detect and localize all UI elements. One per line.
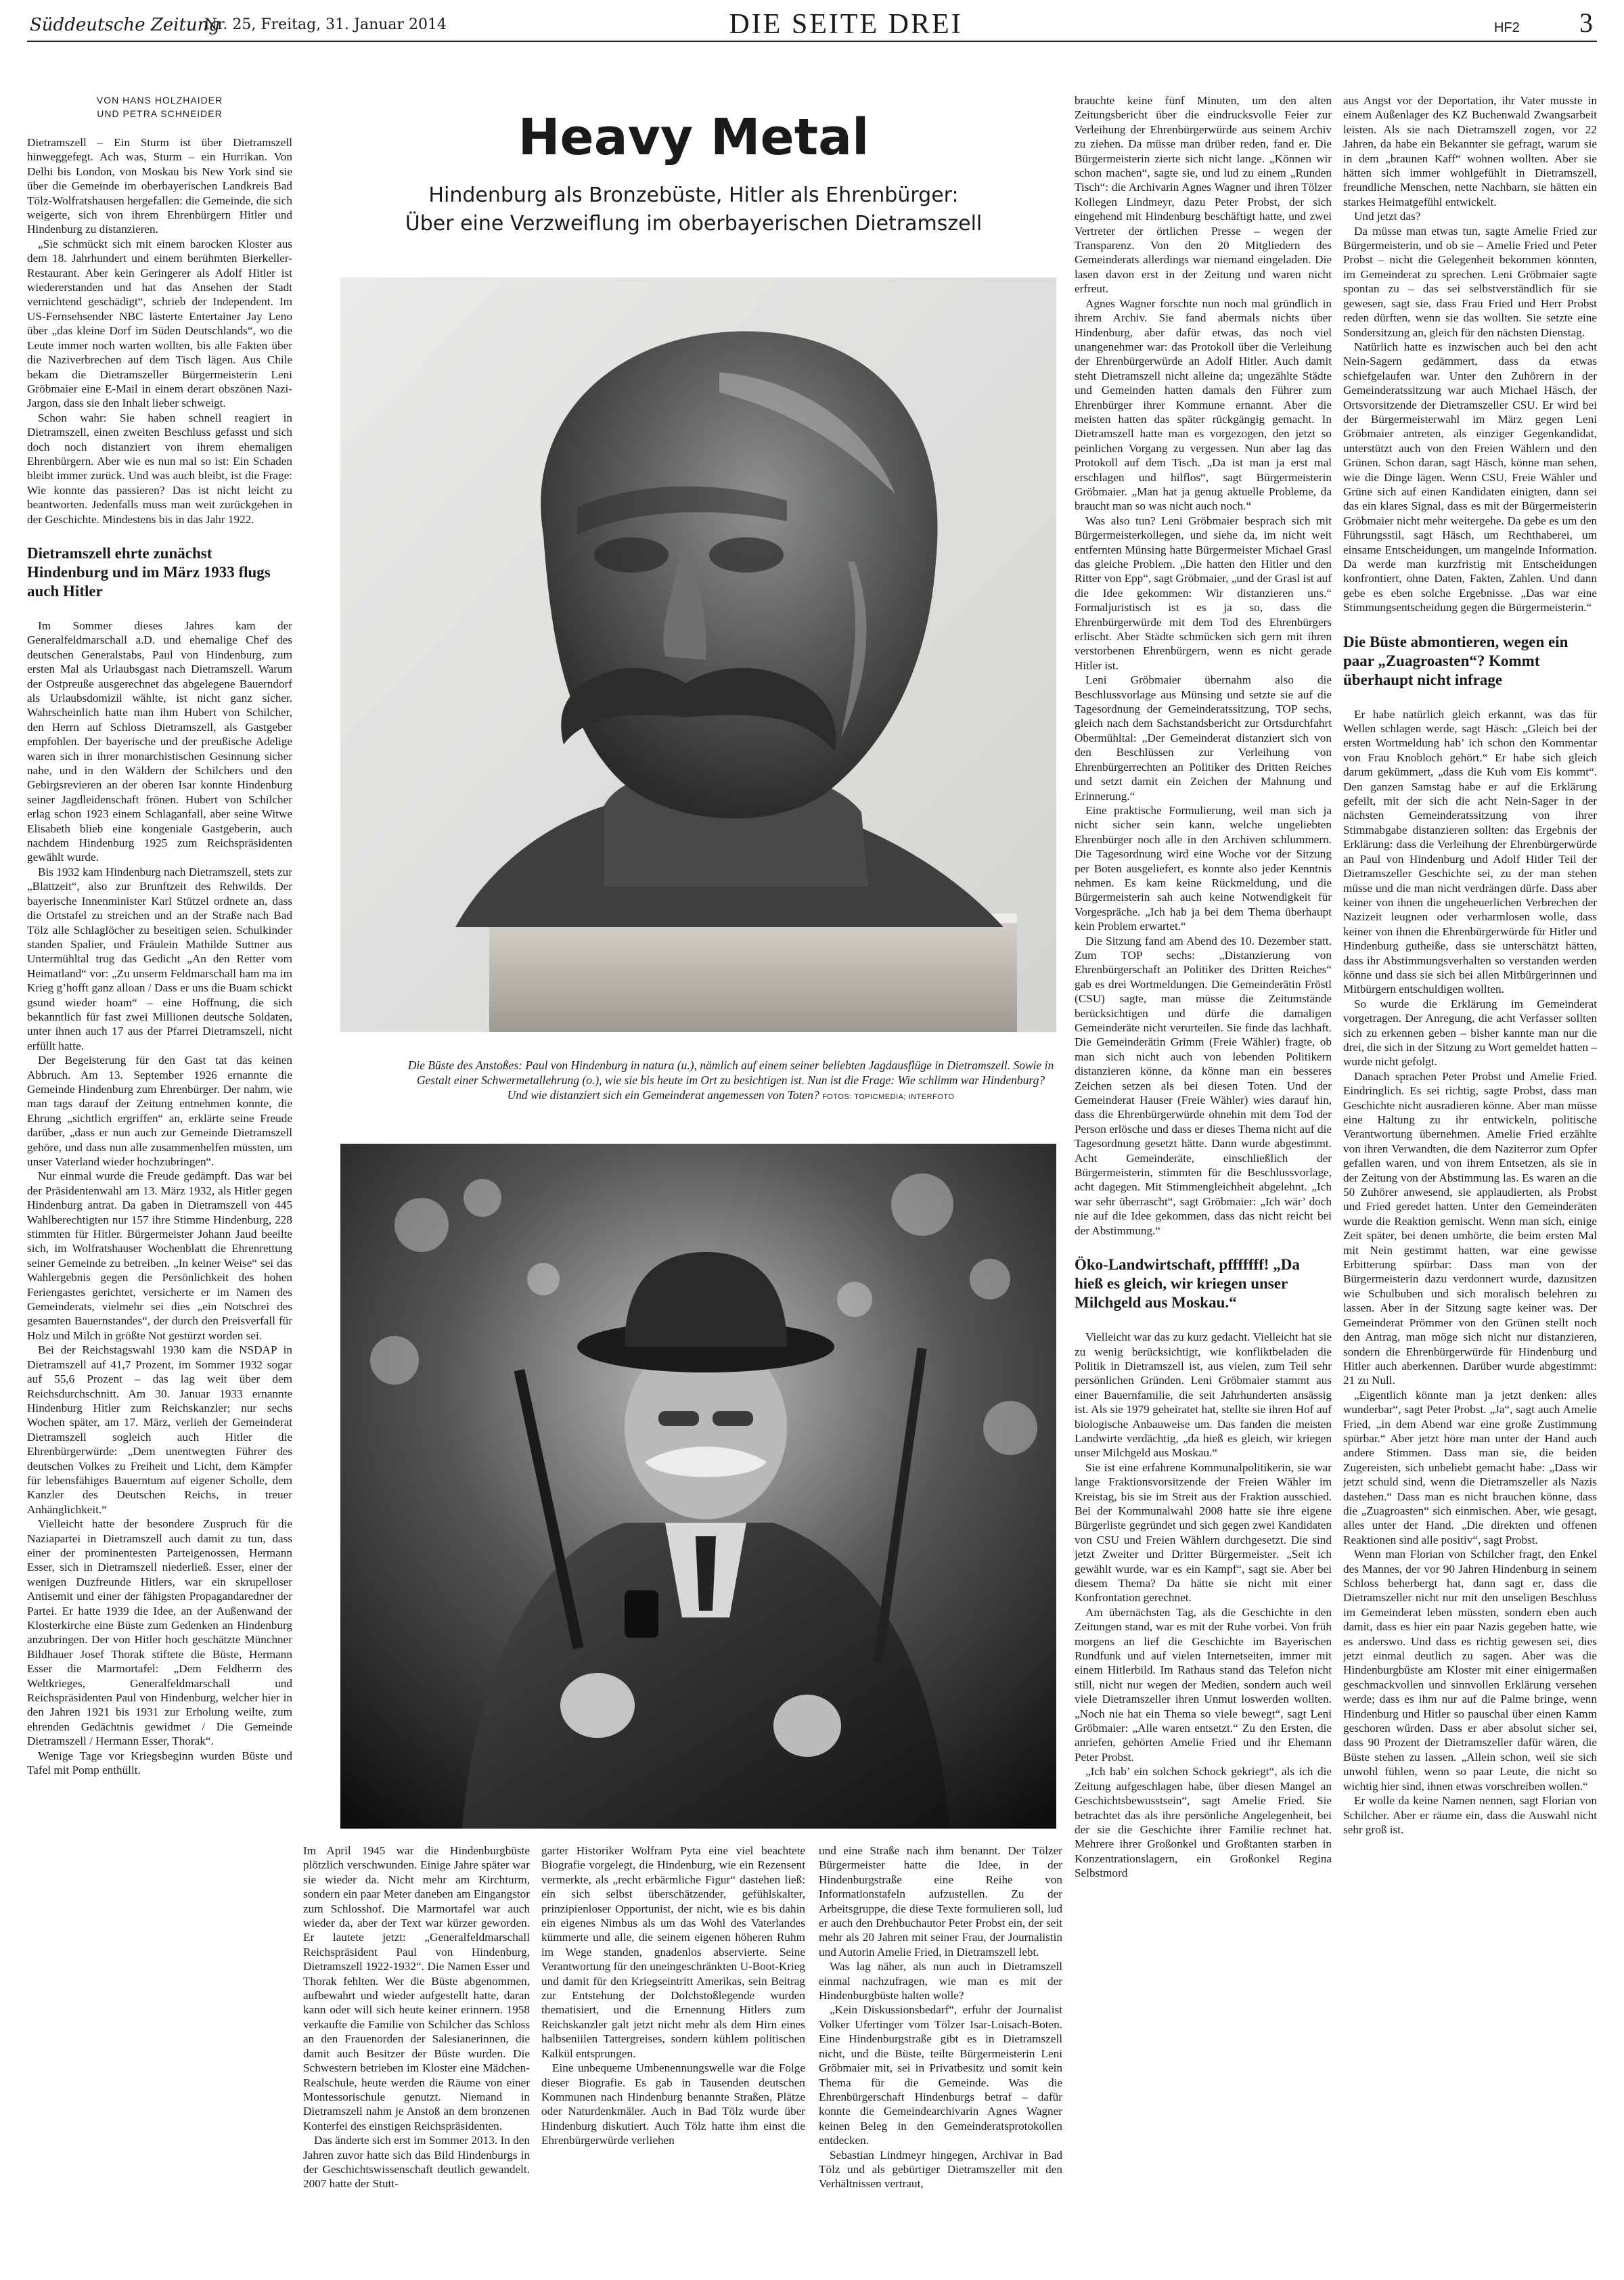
headline: Heavy Metal (518, 108, 870, 166)
paragraph: garter Historiker Wolfram Pyta eine viel beachtete Biografie vorgelegt, die Hindenburg, wie ein Rezensent vermerkte, als „recht erbärmliche Figur“ dastehen ließ: ein sich selbst überschätzender, gefühlskalter, prinzipienloser Opportunist, der nicht, wie es bis dahin ein eigenes Nimbus als um das Wohl des Vaterlandes kümmerte und alle, die seinem eigenen höheren Ruhm im Wege standen, gnadenlos abservierte. Seine Verantwortung für den uneingeschränkten U-Boot-Krieg und damit für den Kriegseintritt Amerikas, sein Beitrag zur Entstehung der Dolchstoßlegende wurden thematisiert, und die Ernennung Hitlers zum Reichskanzler galt jetzt nicht mehr als dem Hirn eines halbseniilen Tattergreises, sondern kühlem politischen Kalkül entsprungen. (541, 1844, 805, 2060)
paragraph: Was lag näher, als nun auch in Dietramszell einmal nachzufragen, wie man es mit der Hindenburgbüste halten wolle? (819, 1960, 1062, 2003)
paragraph: Und jetzt das? (1354, 210, 1421, 223)
subheadline-line: Hindenburg als Bronzebüste, Hitler als Ehrenbürger: (428, 183, 959, 207)
section-title: DIE SEITE DREI (729, 9, 963, 40)
issue-info: Nr. 25, Freitag, 31. Januar 2014 (204, 16, 447, 33)
page-number: 3 (1579, 7, 1593, 38)
paragraph: Agnes Wagner forschte nun noch mal gründlich in ihrem Archiv. Sie fand abermals nichts über Hindenburg, aber dafür etwas, das noch viel unangenehmer war: das Protokoll über die Verleihung der Ehrenbürgerwürde an Adolf Hitler. Auch damit steht Dietramszell nicht alleine da; ungezählte Städte und Gemeinden hatten damals den Führer zum Ehrenbürger ihrer Kommune ernannt. Aber die meisten hatten das später rückgängig gemacht. In Dietramszell hatte man es vorgezogen, den jetzt so peinlichen Vorgang zu vergessen. Nun aber lag das Protokoll auf dem Tisch. „Da ist man ja erst mal erschlagen und hilflos“, sagt Bürgermeisterin Gröbmaier. „Man hat ja genug aktuelle Probleme, da braucht man so was nicht auch noch.“ (1075, 296, 1332, 513)
byline (27, 93, 292, 120)
hunting-image (340, 1144, 1056, 1829)
paragraph: und eine Straße nach ihm benannt. Der Tölzer Bürgermeister hatte die Idee, in der Hindenburgstraße eine Reihe von Informationstafeln aufzustellen. Zu der Arbeitsgruppe, die diese Texte formulieren soll, lud er auch den Drehbuchautor Peter Probst ein, der seit mehr als 20 Jahren mit seiner Frau, der Journalistin und Autorin Amelie Fried, in Dietramszell lebt. (819, 1844, 1062, 1959)
paragraph: brauchte keine fünf Minuten, um den alten Zeitungsbericht über die eindrucksvolle Feier zur Verleihung der Ehrenbürgerwürde aus seinem Archiv zu ziehen. Da müsse man drüber reden, fand er. Die Bürgermeisterin zierte sich nicht lange. „Können wir schon machen“, sagte sie, und lud zu einem „Runden Tisch“: die Archivarin Agnes Wagner und ihren Tölzer Kollegen Lindmeyr, dazu Peter Probst, der sich eingehend mit Hindenburg beschäftigt hatte, und zwei Vertreter der örtlichen Presse – wegen der Transparenz. Von den 20 Mitgliedern des Gemeinderats allerdings war niemand eingeladen. Die lasen davon erst in der Zeitung und waren nicht erfreut. (1075, 94, 1332, 296)
caption-text: Die Büste des Anstoßes: Paul von Hindenburg in natura (u.), nämlich auf einem seiner beliebten Jagdausflüge in Dietramszell. Sowie in Gestalt einer Schwermetallehrung (o.), wie sie bis heute im Ort zu besichtigen ist. Nun ist die Frage: Wie schlimm war Hindenburg? Und wie distanziert sich ein Gemeinderat angemessen von Toten? (407, 1058, 1054, 1102)
article-column-4 (819, 1843, 1062, 2273)
byline-author: VON HANS HOLZHAIDER (96, 95, 223, 106)
paragraph: Wenn man Florian von Schilcher fragt, den Enkel des Mannes, der vor 90 Jahren Hindenburg in seinem Schloss beherbergt hat, dann sagt er, dass die Dietramszeller nicht nur mit den unseligen Beschluss im Gemeinderat leben müssten, sondern eben auch damit, dass es hier ein paar Nazis gegeben hatte, wie es anderswo. Und dass es richtig gewesen sei, dies jetzt einmal deutlich zu sagen. Aber was die Hindenburgbüste am Kloster mit einer einigermaßen geschmackvollen und sinnvollen Erklärung versehen werde; dass es ihm nur auf die Palme bringe, wenn Hindenburg und Hitler so pauschal über einen Kamm geschoren würden. Dass er aber absolut sicher sei, dass 90 Prozent der Dietramszeller dafür wären, die Büste stehen zu lassen. „Allein schon, weil sie sich unwohl fühlen, wenn so paar Leute, die nicht so wichtig hier sind, ihnen etwas vorschreiben wollen.“ (1343, 1548, 1597, 1793)
photo-caption (406, 1058, 1056, 1104)
paragraph: Bis 1932 kam Hindenburg nach Dietramszell, stets zur „Blattzeit“, also zur Brunftzeit des Rehwilds. Der bayerische Innenminister Karl Stützel ordnete an, dass die Ortstafel zu streichen und an der Straße nach Bad Tölz alle Schlaglöcher zu beseitigen seien. Schulkinder standen Spalier, und Fräulein Mathilde Suttner aus Untermühltal trug das Gedicht „An den Retter vom Heimatland“ vor: „Zu unserm Feldmarschall ham ma im Krieg g’hofft ganz alloan / Dass er uns die Buam schickt gsund wieder hoam“ – eine Hoffnung, die sich bekanntlich für fast zwei Millionen deutsche Soldaten, unter ihnen auch 17 aus der Pfarrei Dietramszell, nicht erfüllt hatte. (27, 865, 292, 1052)
newspaper-logo: Süddeutsche Zeitung (30, 15, 221, 35)
paragraph: Bei der Reichstagswahl 1930 kam die NSDAP in Dietramszell auf 41,7 Prozent, im Sommer 1932 sogar auf 55,6 Prozent – das lag weit über dem Reichsdurchschnitt. Am 30. Januar 1933 ernannte Hindenburg Hitler zum Reichskanzler; nur sechs Wochen später, am 17. März, verlieh der Gemeinderat Dietramszell sogleich auch Hitler die Ehrenbürgerwürde: „Dem unentwegten Führer des deutschen Volkes zu Freiheit und Licht, dem Kämpfer für lebensfähiges Bauerntum auf eigener Scholle, dem Kanzler des Deutschen Reichs, in treuer Anhänglichkeit.“ (27, 1343, 292, 1516)
paragraph: Eine unbequeme Umbenennungswelle war die Folge dieser Biografie. Es gab in Tausenden deutschen Kommunen nach Hindenburg benannte Straßen, Plätze oder Naturdenkmäler. Auch in Bad Tölz wurde über Hindenburg diskutiert. Auch Tölz hatte ihm einst die Ehrenbürgerwürde verliehen (541, 2061, 805, 2147)
photo-credit: FOTOS: TOPICMEDIA; INTERFOTO (822, 1093, 955, 1101)
paragraph: Der Begeisterung für den Gast tat das keinen Abbruch. Am 13. September 1926 ernannte die Gemeinde Hindenburg zum Ehrenbürger. Der nahm, wie man tags darauf der Zeitung entnehmen konnte, die Ehrung „sichtlich ergriffen“ an, erklärte seine Freude darüber, „dass er nun auch zur Gemeinde Dietramszell gehöre, und dass nun alle zusammenhelfen müssten, um unser Vaterland wieder hochzubringen“. (27, 1054, 292, 1168)
byline-author: UND PETRA SCHNEIDER (97, 108, 223, 119)
article-column-3 (541, 1843, 805, 2273)
paragraph: Was also tun? Leni Gröbmaier besprach sich mit Bürgermeisterkollegen, und siehe da, im nicht weit entfernten Münsing hatte Bürgermeister Michael Grasl das gleiche Problem. „Die hatten den Hitler und den Ritter von Epp“, sagt Gröbmaier, „und der Grasl ist auf die Idee gekommen: Wir distanzieren uns.“ Formaljuristisch ist es ja so, dass die Ehrenbürgerwürde mit dem Tod des Ehrenbürgers erlischt. Aber Städte schmücken sich gern mit ihren verstorbenen Ehrenbürgern, wenn es nicht gerade Hitler ist. (1075, 514, 1332, 672)
edition-code: HF2 (1494, 20, 1520, 35)
paragraph: Leni Gröbmaier übernahm also die Beschlussvorlage aus Münsing und setzte sie auf die Tagesordnung der Gemeinderatssitzung, TOP sechs, gleich nach dem Sachstandsbericht zur Ortsdurchfahrt Obermühltal: „Der Gemeinderat distanziert sich von den Beschlüssen zur Verleihung von Ehrenbürgerrechten an Politiker des Dritten Reiches und setzt damit ein Zeichen der Mahnung und Erinnerung.“ (1075, 673, 1332, 803)
paragraph: „Ich hab’ ein solchen Schock gekriegt“, als ich die Zeitung aufgeschlagen habe, über diesen Mangel an Geschichtsbewusstsein“, sagt Amelie Fried. Sie betrachtet das als ihre persönliche Angelegenheit, bei der sie die Geschichte ihrer Familie rechnet hat. Mehrere ihrer Großonkel und Großtanten starben in Konzentrationslagern, ein Großonkel Regina Selbstmord (1075, 1765, 1332, 1880)
subheading: Die Büste abmontieren, wegen ein paar „Zuagroasten“? Kommt überhaupt nicht infrage (1343, 633, 1569, 688)
paragraph: aus Angst vor der Deportation, ihr Vater musste in einem Außenlager des KZ Buchenwald Zwangsarbeit leisten. Als sie nach Dietramszell zogen, vor 22 Jahren, da habe ein Bekannter sie gefragt, warum sie in dem „braunen Kaff“ wohnen wollten. Aber sie hätten sich immer wohlgefühlt in Dietramszell, freundliche Menschen, nette Nachbarn, sie hätten ein starkes Heimatgefühl entwickelt. (1343, 94, 1597, 208)
paragraph: Am übernächsten Tag, als die Geschichte in den Zeitungen stand, war es mit der Ruhe vorbei. Von früh morgens an lief die Geschichte im Bayerischen Rundfunk und auf vielen Internetseiten, immer mit einem Hitlerbild. Im Rathaus stand das Telefon nicht still, nicht nur wegen der Medien, sondern auch weil viele Dietramszeller ihren Unmut loswerden wollten. „Noch nie hat ein Thema so viele bewegt“, sagt Leni Gröbmaier: „Alle waren entsetzt.“ Zu den Ersten, die anriefen, gehörten Amelie Fried und ihr Ehemann Peter Probst. (1075, 1605, 1332, 1764)
paragraph: Natürlich hatte es inzwischen auch bei den acht Nein-Sagern gedämmert, dass da etwas schiefgelaufen war. Unter den Zuhörern in der Gemeinderatssitzung war auch Michael Häsch, der Ortsvorsitzende der Dietramszeller CSU. Er wird bei der Bürgermeisterwahl im März gegen Leni Gröbmaier antreten, als einziger Gegenkandidat, unterstützt auch von den Freien Wählern und den Grünen. Schon daran, sagt Häsch, könne man sehen, wie die Dinge lägen. Wenn CSU, Freie Wähler und Grüne sich auf einen Kandidaten einigten, dann sei das ein klares Signal, dass es mit der Bürgermeisterin Gröbmaier nicht mehr weitergehe. Da gebe es um den Führungsstil, sagt Häsch, um Rechthaberei, um einsame Entscheidungen, um mangelnde Information. Da werde man kurzfristig mit Entscheidungen konfrontiert, ohne Daten, Fakten, Zahlen. Und dann gebe es eben solche Ergebnisse. „Das war eine Stimmungsentscheidung gegen die Bürgermeisterin.“ (1343, 340, 1597, 614)
article-column-2 (303, 1843, 530, 2273)
photo-bronze-bust (340, 277, 1056, 1032)
paragraph: So wurde die Erklärung im Gemeinderat vorgetragen. Der Anregung, die acht Verfasser sollten sich zu erkennen geben – bisher kannte man nur die drei, die sich in der Sitzung zu Wort gemeldet hatten – wurde nicht gefolgt. (1343, 997, 1597, 1069)
paragraph: Er habe natürlich gleich erkannt, was das für Wellen schlagen werde, sagt Häsch: „Gleich bei der ersten Wortmeldung hab’ ich schon den Kommentar von Frau Knobloch gehört.“ Er habe sich gleich darum gekümmert, „dass die Kuh vom Eis kommt“. Den ganzen Samstag habe er auf die Erklärung gefeilt, mit der sich die acht Nein-Sager in der nächsten Gemeinderatssitzung von ihrer Stimmabgabe distanzieren sollten: das Ergebnis der Erklärung: dass die Verleihung der Ehrenbürgerwürde an Paul von Hindenburg und Adolf Hitler Teil der Dietramszeller Geschichte sei, zu der man stehen müsse und die man nicht verdrängen dürfe. Dass aber keiner von ihnen die ungeheuerlichen Verbrechen der Nazizeit leugnen oder verharmlosen wolle, dass keiner von ihnen die Ehrenbürgerwürde für Hitler und Hindenburg gutheiße, dass sie unterschätzt hätten, dass ihr Abstimmungsverhalten so verstanden werden könne und dass sie sich bei allen Mitbürgerinnen und Mitbürgern entschuldigen wollten. (1343, 707, 1597, 996)
paragraph: „Eigentlich könnte man ja jetzt denken: alles wunderbar“, sagt Peter Probst. „Ja“, sagt auch Amelie Fried, „in dem Abend war eine große Zustimmung spürbar.“ Aber jetzt höre man unter der Hand auch andere Stimmen. Dass man sie, die beiden Zugereisten, sich unbeliebt gemacht habe: „Dass wir jetzt schuld sind, wenn die Dietramszeller als Nazis dastehen.“ Dass man es nicht brauchen könne, dass die „Zuagroasten“ sich einmischen. Aber, wie gesagt, alles unter der Hand. „Die direkten und offenen Reaktionen sind alle positiv“, sagt Probst. (1343, 1388, 1597, 1546)
masthead (27, 5, 1597, 42)
paragraph: Sebastian Lindmeyr hingegen, Archivar in Bad Tölz und als gebürtiger Dietramszeller mit den Verhältnissen vertraut, (819, 2148, 1062, 2191)
subheading: Dietramszell ehrte zunächst Hindenburg und im März 1933 flugs auch Hitler (27, 544, 271, 600)
paragraph: Im April 1945 war die Hindenburgbüste plötzlich verschwunden. Einige Jahre später war sie wieder da. Nicht mehr am Kirchturm, sondern ein paar Meter daneben am Eingangstor zum Schlosshof. Die Marmortafel war auch wieder da, aber der Text war kürzer geworden. Er lautete jetzt: „Generalfeldmarschall Reichspräsident Paul von Hindenburg, Dietramszell 1922-1932“. Die Namen Esser und Thorak fehlten. Wer die Büste abgenommen, aufbewahrt und wieder aufgestellt hatte, daran kann oder will sich heute keiner erinnern. 1958 verkaufte die Familie von Schilcher das Schloss an den Frauenorden der Salesianerinnen, die damit auch Besitzer der Büste wurden. Die Schwestern betrieben im Kloster eine Mädchen-Realschule, heute werden die Räume von einer Montessorischule genutzt. Niemand in Dietramszell nahm je Anstoß an dem bronzenen Konterfei des einstigen Reichspräsidenten. (303, 1844, 530, 2132)
paragraph: Nur einmal wurde die Freude gedämpft. Das war bei der Präsidentenwahl am 13. März 1932, als Hitler gegen Hindenburg antrat. Da gaben in Dietramszell von 445 Wahlberechtigten nur 157 ihre Stimme Hindenburg, 228 stimmten für Hitler. Bürgermeister Johann Jaud beeilte sich, im Wolfratshauser Wochenblatt die Ehrenrettung seiner Gemeinde zu betreiben. „In keiner Weise“ sei das Wahlergebnis gegen die Persönlichkeit des hohen Feriengastes gerichtet, versicherte er im Namen des Gemeinderats, vielmehr sei dies „ein Notschrei des gesamten Bauernstandes“, der durch den Preisverfall für Holz und Milch in größte Not gestürzt worden sei. (27, 1169, 292, 1342)
paragraph: „Sie schmückt sich mit einem barocken Kloster aus dem 18. Jahrhundert und einem berühmten Bierkeller-Restaurant. Aber kein Geringerer als Adolf Hitler ist wiedererstanden und hat das Ansehen der Stadt vernichtend geschädigt“, schrieb der Independent. Im US-Fernsehsender NBC lästerte Entertainer Jay Leno über „das kleine Dorf im Süden Deutschlands“, wo die Leute immer noch warten wollten, bis alle Fakten über die Naziverbrechen auf dem Tisch lägen. Aus Chile bekam die Dietramszeller Bürgermeisterin Leni Gröbmaier eine E-Mail in einem derart obszönen Nazi-Jargon, dass sie den Inhalt lieber schweigt. (27, 237, 292, 410)
paragraph: Da müsse man etwas tun, sagte Amelie Fried zur Bürgermeisterin, und ob sie – Amelie Fried und Peter Probst – nicht die Gelegenheit bekommen könnten, im Gemeinderat zu sprechen. Leni Gröbmaier sagte spontan zu – das sei selbstverständlich für sie gewesen, sagt sie, dass Frau Fried und Herr Probst reden dürften, wenn sie das wollten. Sie setzte eine Sondersitzung an, gleich für den nächsten Dienstag. (1343, 224, 1597, 339)
paragraph: Eine praktische Formulierung, weil man sich ja nicht sicher sein kann, welche ungeliebten Ehrenbürger noch alle in den Archiven schlummern. Die Tagesordnung wird eine Woche vor der Sitzung per Boten ausgeliefert, es konnte also jeder Kenntnis nehmen. Es kam keine Rückmeldung, und die Bürgermeisterin sah auch keine Notwendigkeit für Vorgespräche. „Ich hab ja bei dem Thema überhaupt kein Problem erwartet.“ (1075, 803, 1332, 933)
paragraph: Sie ist eine erfahrene Kommunalpolitikerin, sie war lange Fraktionsvorsitzende der Freien Wähler im Kreistag, bis sie im Streit aus der Fraktion ausschied. Bei der Kommunalwahl 2008 hatte sie ihre eigene Bürgerliste gegründet und sich gegen zwei Kandidaten von CSU und Freien Wählern durchgesetzt. Die sind jetzt Zweiter und Dritter Bürgermeister. „Seit ich gewählt wurde, war es ein Kampf“, sagt sie. Aber bei diesem Thema? Da hätte sie nicht mit einer Konfrontation gerechnet. (1075, 1460, 1332, 1605)
paragraph: Dietramszell – Ein Sturm ist über Dietramszell hinweggefegt. Ach was, Sturm – ein Hurrikan. Von Delhi bis London, von Moskau bis New York sind sie über die Gemeinde im oberbayerischen Landkreis Bad Tölz-Wolfratshausen hergefallen: die Gemeinde, die sich weigerte, sich von ihrem Ehrenbürgern Hitler und Hindenburg zu distanzieren. (27, 136, 292, 236)
paragraph: Vielleicht hatte der besondere Zuspruch für die Naziapartei in Dietramszell auch damit zu tun, dass einer der prominentesten Parteigenossen, Hermann Esser, sich in Dietramszell niederließ. Esser, einer der wenigen Duzfreunde Hitlers, war ein skrupelloser Antisemit und einer der fähigsten Propagandaredner der Partei. Er hatte 1939 die Idee, an der Außenwand der Klosterkirche eine Büste zum Gedenken an Hindenburg anzubringen. Der von Hitler hoch geschätzte Münchner Bildhauer Josef Thorak stiftete die Büste, Hermann Esser die Marmortafel: „Dem Feldherrn des Weltkrieges, Generalfeldmarschall und Reichspräsidenten Paul von Hindenburg, welcher hier in den Jahren 1921 bis 1931 zur Erholung weilte, zum ehrenden Gedächtnis gewidmet / Die Gemeinde Dietramszell / Hermann Esser, Thorak“. (27, 1517, 292, 1748)
article-column-1 (27, 93, 292, 2273)
paragraph: Er wolle da keine Namen nennen, sagt Florian von Schilcher. Aber er räume ein, dass die Auswahl nicht sehr groß ist. (1343, 1794, 1597, 1836)
paragraph: Wenige Tage vor Kriegsbeginn wurden Büste und Tafel mit Pomp enthüllt. (27, 1749, 292, 1777)
bust-image (340, 277, 1056, 1032)
paragraph: Schon wahr: Sie haben schnell reagiert in Dietramszell, einen zweiten Beschluss gefasst und sich doch noch distanziert von ihrem ehemaligen Ehrenbürgern. Aber wie es nun mal so ist: Ein Schaden bleibt immer zurück. Und was auch bleibt, ist die Frage: Wie konnte das passieren? Das ist nicht leicht zu beantworten. Jedenfalls muss man weit zurückgehen in der Geschichte. Mindestens bis in das Jahr 1922. (27, 411, 292, 526)
subheadline-line: Über eine Verzweiflung im oberbayerischen Dietramszell (405, 212, 983, 236)
subheading: Öko-Landwirtschaft, pfffffff! „Da hieß es gleich, wir kriegen unser Milchgeld aus Moskau.“ (1075, 1256, 1300, 1312)
paragraph: Vielleicht war das zu kurz gedacht. Vielleicht hat sie zu wenig berücksichtigt, wie konfliktbeladen die Politik in Dietramszell ist, aus vielen, zum Teil sehr persönlichen Gründen. Leni Gröbmaier stammt aus einer Bauernfamilie, die seit Jahrhunderten ansässig ist. Als sie 1979 geheiratet hat, stellte sie ihren Hof auf biologische Anbauweise um. Das fanden die meisten Landwirte verdächtig, „da hieß es gleich, wir kriegen unser Milchgeld aus Moskau.“ (1075, 1331, 1332, 1460)
subheadline (338, 181, 1049, 238)
paragraph: Das änderte sich erst im Sommer 2013. In den Jahren zuvor hatte sich das Bild Hindenburgs in der Geschichtswissenschaft deutlich gewandelt. 2007 hatte der Stutt- (303, 2134, 530, 2191)
paragraph: „Kein Diskussionsbedarf“, erfuhr der Journalist Volker Ufertinger vom Tölzer Isar-Loisach-Boten. Eine Hindenburgstraße gibt es in Dietramszell nicht, und die Büste, teilte Bürgermeisterin Leni Gröbmaier mit, sei in Privatbesitz und somit kein Thema für die Gemeinde. Was die Ehrenbürgerschaft Hindenburgs betraf – dafür konnte die Gemeindearchivarin Agnes Wagner keinen Beleg in den Gemeinderatsprotokollen entdecken. (819, 2003, 1062, 2147)
article-column-5 (1075, 93, 1332, 2273)
paragraph: Die Sitzung fand am Abend des 10. Dezember statt. Zum TOP sechs: „Distanzierung von Ehrenbürgerschaft an Politiker des Dritten Reiches“ gab es drei Wortmeldungen. Die Gemeinderätin Fröstl (CSU) sagte, man müsse die Zeitumstände berücksichtigen und dürfe die damaligen Gemeinderäte nicht verurteilen. Sie finde das lachhaft. Die Gemeinderätin Grimm (Freie Wähler) fragte, ob man sich nicht auch von lebenden Politikern distanzieren könne, da könne man ein besseres Zeichen setzen als bei diesen Toten. Und der Gemeinderat Hauser (Freie Wähler) wies darauf hin, dass die Ehrenbürgerwürde ohnehin mit dem Tod der Person erlösche und dass er dieses Thema nicht auf die Tagesordnung gesetzt hätte. Dann wurde abgestimmt. Acht Gemeinderäte, einschließlich der Bürgermeisterin, stimmten für die Beschlussvorlage, acht dagegen. Mit Stimmengleichheit abgelehnt. „Ich war sehr überrascht“, sagt Gröbmaier: „Ich wär’ doch nie auf die Idee gekommen, dass das nicht reicht bei der Abstimmung.“ (1075, 934, 1332, 1237)
article-column-6 (1343, 93, 1597, 2273)
paragraph: Im Sommer dieses Jahres kam der Generalfeldmarschall a.D. und ehemalige Chef des deutschen Generalstabs, Paul von Hindenburg, zum ersten Mal als Urlaubsgast nach Dietramszell. Warum der Ostpreuße ausgerechnet das abgelegene Bauerndorf als Urlaubsdomizil wählte, ist nicht ganz sicher. Wahrscheinlich hatte man ihm Hubert von Schilcher, den Herrn auf Schloss Dietramszell, als Gastgeber empfohlen. Der bayerische und der preußische Adelige waren sich in ihrer monarchistischen Gesinnung sicher nahe, und in den Wäldern der Schilchers und den Gebirgsrevieren an der oberen Isar konnte Hindenburg seiner Jagdleidenschaft frönen. Hubert von Schilcher erlag schon 1923 einem Schlaganfall, aber seine Witwe Elisabeth blieb eine kongeniale Gastgeberin, auch nachdem Hindenburg 1925 zum Reichspräsidenten gewählt wurde. (27, 619, 292, 864)
photo-hindenburg-hunting (340, 1144, 1056, 1829)
paragraph: Danach sprachen Peter Probst und Amelie Fried. Eindringlich. Es sei richtig, sagte Probst, dass man Geschichte nicht ausradieren könne. Aber man müsse eine Haltung zu ihr entwickeln, politische Verantwortung übernehmen. Amelie Fried erzählte von ihren Verwandten, die dem Naziterror zum Opfer gefallen waren, und von ihrem Entsetzen, als sie in der Zeitung von der Abstimmung las. Es waren an die 50 Zuhörer anwesend, sie applaudierten, als Probst und Fried geredet hatten. Unter den Gemeinderäten wurde die Reaktion gemischt. Wenn man sich, einige Zeit später, bei denen umhörte, die beim ersten Mal mit Nein gestimmt hatten, war eine gewisse Erbitterung spürbar: Dass man von der Bürgermeisterin dazu verdonnert wurde, dazusitzen wie Schulbuben und sich moralisch belehren zu lassen. Aber in der Sitzung sagte keiner was. Der Gemeinderat Prömmer von den Grünen stellt noch den Antrag, man möge sich nicht nur distanzieren, sondern die Ehrenbürgerwürde für Hindenburg und Hitler auch aberkennen. Darüber wurde abgestimmt: 21 zu Null. (1343, 1069, 1597, 1387)
